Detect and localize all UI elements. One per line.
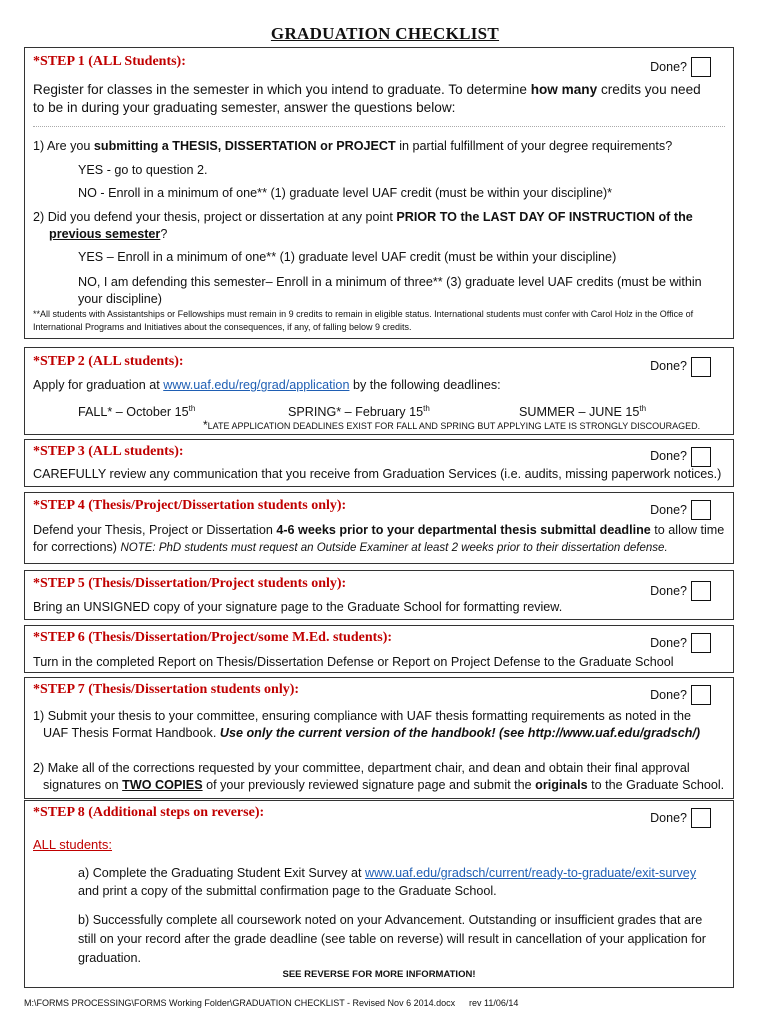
step-1-box [24, 47, 734, 339]
step-5-done-checkbox[interactable] [691, 581, 711, 601]
all-students-label: ALL students: [33, 837, 113, 852]
step-6-heading: *STEP 6 (Thesis/Dissertation/Project/some M.Ed. students): [33, 630, 393, 645]
step-7-item-1-line1: 1) Submit your thesis to your committee, ensuring compliance with UAF thesis formatting requirements as noted in the [33, 709, 691, 723]
summer-deadline: SUMMER – JUNE 15th [519, 404, 647, 420]
step-8-a-line2: and print a copy of the submittal confirmation page to the Graduate School. [78, 884, 497, 898]
step-3-done-label: Done? [650, 449, 687, 463]
footer-file-path: M:\FORMS PROCESSING\FORMS Working Folder\GRADUATION CHECKLIST - Revised Nov 6 2014.docx [24, 998, 456, 1008]
credits-note-line2: International Programs and Initiatives about the consequences, if any, of falling below 9 credits. [33, 322, 412, 332]
step-1-done-label: Done? [650, 60, 687, 74]
step-7-done-checkbox[interactable] [691, 685, 711, 705]
step-8-b-line1: b) Successfully complete all coursework noted on your Advancement. Outstanding or insufficient grades that are [78, 913, 703, 927]
question-2-line2: previous semester? [49, 227, 168, 241]
step-2-done-label: Done? [650, 359, 687, 373]
step-4-box [24, 492, 734, 564]
step-2-heading: *STEP 2 (ALL students): [33, 354, 184, 369]
step-5-done-label: Done? [650, 584, 687, 598]
late-note: *LATE APPLICATION DEADLINES EXIST FOR FALL AND SPRING BUT APPLYING LATE IS STRONGLY DISCOURAGED. [203, 418, 701, 432]
step-7-item-2-line1: 2) Make all of the corrections requested by your committee, department chair, and dean and obtain their final approval [33, 761, 690, 775]
step-3-done-checkbox[interactable] [691, 447, 711, 467]
step-6-box [24, 625, 734, 673]
step-5-heading: *STEP 5 (Thesis/Dissertation/Project students only): [33, 576, 347, 591]
question-2-no-line1: NO, I am defending this semester– Enroll in a minimum of three** (3) graduate level UAF credits (must be within [78, 275, 702, 289]
application-link[interactable]: www.uaf.edu/reg/grad/application [163, 378, 350, 392]
spring-deadline: SPRING* – February 15th [288, 404, 430, 420]
page-title: GRADUATION CHECKLIST [270, 24, 500, 43]
step-2-text: Apply for graduation at www.uaf.edu/reg/grad/application by the following deadlines: [33, 378, 501, 392]
step-6-text: Turn in the completed Report on Thesis/Dissertation Defense or Report on Project Defense to the Graduate School [33, 655, 674, 669]
step-1-heading: *STEP 1 (ALL Students): [33, 54, 186, 69]
step-7-item-2-line2: signatures on TWO COPIES of your previously reviewed signature page and submit the originals to the Graduate School. [43, 778, 725, 792]
step-2-done-checkbox[interactable] [691, 357, 711, 377]
see-reverse-note: SEE REVERSE FOR MORE INFORMATION! [282, 969, 476, 980]
step-3-text: CAREFULLY review any communication that you receive from Graduation Services (i.e. audits, missing paperwork notices.) [33, 467, 722, 481]
step-1-intro-line1: Register for classes in the semester in which you intend to graduate. To determine how many credits you need [33, 82, 701, 97]
divider [33, 126, 725, 127]
step-2-box [24, 347, 734, 435]
step-8-heading: *STEP 8 (Additional steps on reverse): [33, 805, 265, 820]
step-5-box [24, 570, 734, 620]
step-3-heading: *STEP 3 (ALL students): [33, 444, 184, 459]
credits-note-line1: **All students with Assistantships or Fellowships must remain in 9 credits to remain in eligible status. International students must confer with Carol Holz in the Office of [33, 309, 694, 319]
question-1-yes: YES - go to question 2. [78, 163, 208, 177]
question-2-no-line2: your discipline) [78, 292, 162, 306]
footer-revision: rev 11/06/14 [469, 998, 519, 1008]
step-7-done-label: Done? [650, 688, 687, 702]
question-2-line1: 2) Did you defend your thesis, project or dissertation at any point PRIOR TO the LAST DAY OF INSTRUCTION of the [33, 210, 693, 224]
step-8-box [24, 800, 734, 988]
step-3-box [24, 439, 734, 487]
step-8-b-line3: graduation. [78, 951, 142, 965]
step-4-done-label: Done? [650, 503, 687, 517]
step-8-a-line1: a) Complete the Graduating Student Exit Survey at www.uaf.edu/gradsch/current/ready-to-graduate/exit-survey [78, 866, 697, 880]
step-6-done-label: Done? [650, 636, 687, 650]
exit-survey-link[interactable]: www.uaf.edu/gradsch/current/ready-to-graduate/exit-survey [365, 866, 697, 880]
step-7-box [24, 677, 734, 799]
step-4-text-line2: for corrections) NOTE: PhD students must request an Outside Examiner at least 2 weeks prior to their dissertation defense. [33, 540, 668, 554]
step-4-text-line1: Defend your Thesis, Project or Dissertation 4-6 weeks prior to your departmental thesis submittal deadline to allow time [33, 523, 725, 537]
step-8-done-label: Done? [650, 811, 687, 825]
step-5-text: Bring an UNSIGNED copy of your signature page to the Graduate School for formatting review. [33, 600, 563, 614]
step-8-done-checkbox[interactable] [691, 808, 711, 828]
step-7-heading: *STEP 7 (Thesis/Dissertation students only): [33, 682, 300, 697]
step-8-b-line2: still on your record after the grade deadline (see table on reverse) will result in cancellation of your application for [78, 932, 706, 946]
question-2-yes: YES – Enroll in a minimum of one** (1) graduate level UAF credit (must be within your discipline) [78, 250, 617, 264]
step-1-intro-line2: to be in during your graduating semester, answer the questions below: [33, 100, 456, 115]
step-4-heading: *STEP 4 (Thesis/Project/Dissertation students only): [33, 498, 347, 513]
step-4-done-checkbox[interactable] [691, 500, 711, 520]
fall-deadline: FALL* – October 15th [78, 404, 196, 420]
step-1-done-checkbox[interactable] [691, 57, 711, 77]
question-1-no: NO - Enroll in a minimum of one** (1) graduate level UAF credit (must be within your discipline)* [78, 186, 613, 200]
step-7-item-1-line2: UAF Thesis Format Handbook. Use only the current version of the handbook! (see http://www.uaf.edu/gradsch/) [43, 726, 701, 740]
step-6-done-checkbox[interactable] [691, 633, 711, 653]
question-1: 1) Are you submitting a THESIS, DISSERTATION or PROJECT in partial fulfillment of your degree requirements? [33, 139, 673, 153]
